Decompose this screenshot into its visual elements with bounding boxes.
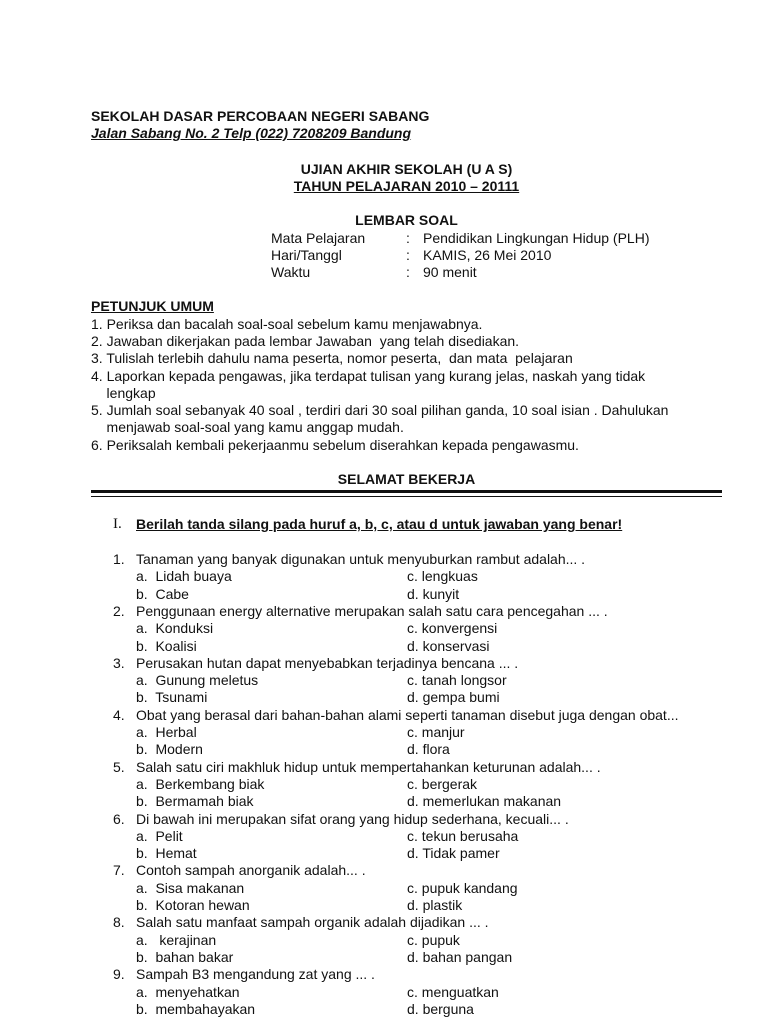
option-d: d. Tidak pamer — [407, 845, 500, 861]
option-c: c. tanah longsor — [407, 672, 507, 688]
question-number: 8. — [113, 914, 125, 930]
question-text: Salah satu ciri makhluk hidup untuk mempertahankan keturunan adalah... . — [136, 759, 601, 775]
section-instruction: Berilah tanda silang pada huruf a, b, c, atau d untuk jawaban yang benar! — [136, 516, 623, 532]
divider-thick — [91, 490, 722, 493]
question-text: Penggunaan energy alternative merupakan salah satu cara pencegahan ... . — [136, 603, 608, 619]
question-number: 9. — [113, 966, 125, 982]
option-d: d. flora — [407, 741, 450, 757]
option-a: a. Sisa makanan — [136, 880, 245, 896]
option-a: a. menyehatkan — [136, 984, 240, 1000]
option-a: a. kerajinan — [136, 932, 217, 948]
option-d: d. gempa bumi — [407, 689, 500, 705]
instruction-line: 6. Periksalah kembali pekerjaanmu sebelum diserahkan kepada pengawasmu. — [91, 437, 579, 453]
option-b: b. Koalisi — [136, 638, 197, 654]
option-c: c. pupuk kandang — [407, 880, 518, 896]
option-d: d. memerlukan makanan — [407, 793, 562, 809]
option-b: b. Hemat — [136, 845, 197, 861]
question-text: Obat yang berasal dari bahan-bahan alami seperti tanaman disebut juga dengan obat... — [136, 707, 679, 723]
option-a: a. Berkembang biak — [136, 776, 265, 792]
instruction-line: menjawab soal-soal yang kamu anggap mudah. — [91, 419, 404, 435]
info-label: Hari/Tanggl — [271, 247, 342, 263]
option-c: c. tekun berusaha — [407, 828, 519, 844]
question-number: 5. — [113, 759, 125, 775]
exam-title: UJIAN AKHIR SEKOLAH (U A S) — [300, 161, 513, 177]
info-sep: : — [406, 230, 410, 246]
question-number: 7. — [113, 862, 125, 878]
question-text: Contoh sampah anorganik adalah... . — [136, 862, 366, 878]
instruction-line: 2. Jawaban dikerjakan pada lembar Jawaban yang telah disediakan. — [91, 333, 520, 349]
question-number: 3. — [113, 655, 125, 671]
option-c: c. lengkuas — [407, 568, 478, 584]
question-text: Salah satu manfaat sampah organik adalah dijadikan ... . — [136, 914, 489, 930]
instructions-heading: PETUNJUK UMUM — [91, 298, 214, 314]
option-b: b. Tsunami — [136, 689, 208, 705]
option-c: c. pupuk — [407, 932, 460, 948]
info-value: 90 menit — [423, 264, 477, 280]
option-d: d. konservasi — [407, 638, 490, 654]
option-a: a. Konduksi — [136, 620, 214, 636]
question-text: Sampah B3 mengandung zat yang ... . — [136, 966, 375, 982]
instruction-line: 3. Tulislah terlebih dahulu nama peserta, nomor peserta, dan mata pelajaran — [91, 350, 573, 366]
instruction-line: 4. Laporkan kepada pengawas, jika terdapat tulisan yang kurang jelas, naskah yang tidak — [91, 368, 646, 384]
question-text: Perusakan hutan dapat menyebabkan terjadinya bencana ... . — [136, 655, 519, 671]
option-b: b. Cabe — [136, 586, 189, 602]
info-value: KAMIS, 26 Mei 2010 — [423, 247, 552, 263]
option-c: c. konvergensi — [407, 620, 498, 636]
option-c: c. menguatkan — [407, 984, 499, 1000]
instruction-line: lengkap — [91, 385, 156, 401]
school-address: Jalan Sabang No. 2 Telp (022) 7208209 Bandung — [91, 125, 412, 141]
question-number: 4. — [113, 707, 125, 723]
option-c: c. bergerak — [407, 776, 478, 792]
option-b: b. membahayakan — [136, 1001, 256, 1017]
option-b: b. bahan bakar — [136, 949, 234, 965]
question-text: Di bawah ini merupakan sifat orang yang hidup sederhana, kecuali... . — [136, 811, 569, 827]
option-a: a. Lidah buaya — [136, 568, 232, 584]
option-d: d. plastik — [407, 897, 463, 913]
info-value: Pendidikan Lingkungan Hidup (PLH) — [423, 230, 650, 246]
greeting: SELAMAT BEKERJA — [337, 471, 476, 487]
option-a: a. Pelit — [136, 828, 183, 844]
question-number: 2. — [113, 603, 125, 619]
info-label: Mata Pelajaran — [271, 230, 366, 246]
option-d: d. berguna — [407, 1001, 474, 1017]
option-d: d. kunyit — [407, 586, 460, 602]
exam-year: TAHUN PELAJARAN 2010 – 20111 — [293, 178, 520, 194]
option-b: b. Modern — [136, 741, 203, 757]
option-b: b. Kotoran hewan — [136, 897, 250, 913]
section-numeral: I. — [113, 516, 122, 532]
option-c: c. manjur — [407, 724, 465, 740]
info-sep: : — [406, 264, 410, 280]
sheet-title: LEMBAR SOAL — [355, 212, 458, 228]
info-label: Waktu — [271, 264, 311, 280]
info-sep: : — [406, 247, 410, 263]
question-number: 1. — [113, 551, 125, 567]
divider-thin — [91, 496, 722, 497]
question-number: 6. — [113, 811, 125, 827]
instruction-line: 1. Periksa dan bacalah soal-soal sebelum kamu menjawabnya. — [91, 316, 483, 332]
question-text: Tanaman yang banyak digunakan untuk menyuburkan rambut adalah... . — [136, 551, 586, 567]
instruction-line: 5. Jumlah soal sebanyak 40 soal , terdiri dari 30 soal pilihan ganda, 10 soal isian . Dahulukan — [91, 402, 669, 418]
option-b: b. Bermamah biak — [136, 793, 254, 809]
school-name: SEKOLAH DASAR PERCOBAAN NEGERI SABANG — [91, 108, 430, 124]
option-a: a. Gunung meletus — [136, 672, 259, 688]
option-d: d. bahan pangan — [407, 949, 513, 965]
option-a: a. Herbal — [136, 724, 197, 740]
